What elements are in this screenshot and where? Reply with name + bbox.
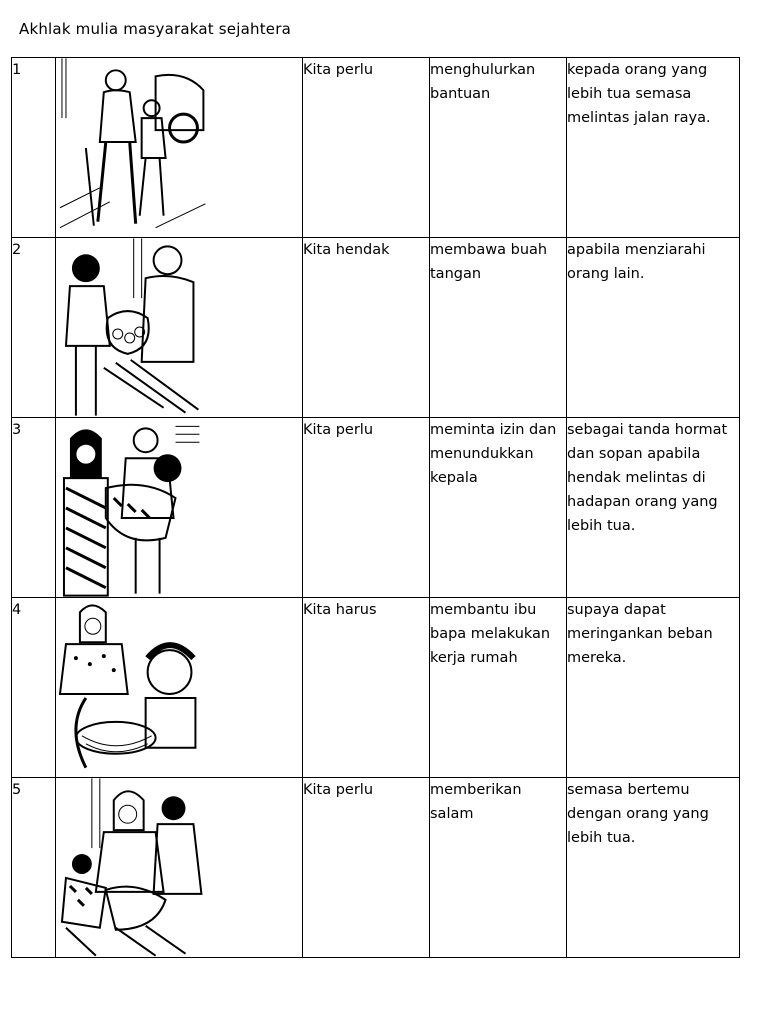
row-number: 1 bbox=[12, 58, 56, 238]
table-row bbox=[12, 598, 740, 778]
col-subject: Kita hendak bbox=[303, 238, 430, 418]
row-illustration bbox=[56, 58, 303, 238]
col-subject: Kita perlu bbox=[303, 778, 430, 958]
col-subject: Kita perlu bbox=[303, 418, 430, 598]
table-row bbox=[12, 58, 740, 238]
col-action: membawa buah tangan bbox=[430, 238, 567, 418]
illustration-fruit-gift-icon bbox=[56, 238, 302, 417]
row-number: 5 bbox=[12, 778, 56, 958]
row-illustration bbox=[56, 238, 303, 418]
col-context: supaya dapat meringankan beban mereka. bbox=[567, 598, 740, 778]
col-action: menghulurkan bantuan bbox=[430, 58, 567, 238]
table-row bbox=[12, 418, 740, 598]
row-number: 4 bbox=[12, 598, 56, 778]
table-row bbox=[12, 238, 740, 418]
illustration-salam-greeting-icon bbox=[56, 778, 302, 957]
col-subject: Kita harus bbox=[303, 598, 430, 778]
values-table bbox=[11, 57, 740, 958]
col-action: meminta izin dan menundukkan kepala bbox=[430, 418, 567, 598]
row-number: 3 bbox=[12, 418, 56, 598]
table-row bbox=[12, 778, 740, 958]
col-action: membantu ibu bapa melakukan kerja rumah bbox=[430, 598, 567, 778]
row-illustration bbox=[56, 778, 303, 958]
illustration-housework-icon bbox=[56, 598, 302, 777]
row-number: 2 bbox=[12, 238, 56, 418]
col-subject: Kita perlu bbox=[303, 58, 430, 238]
col-context: sebagai tanda hormat dan sopan apabila hendak melintas di hadapan orang yang lebih tua. bbox=[567, 418, 740, 598]
col-action: memberikan salam bbox=[430, 778, 567, 958]
page-title: Akhlak mulia masyarakat sejahtera bbox=[19, 20, 291, 38]
row-illustration bbox=[56, 418, 303, 598]
col-context: kepada orang yang lebih tua semasa melintas jalan raya. bbox=[567, 58, 740, 238]
row-illustration bbox=[56, 598, 303, 778]
col-context: apabila menziarahi orang lain. bbox=[567, 238, 740, 418]
col-context: semasa bertemu dengan orang yang lebih tua. bbox=[567, 778, 740, 958]
illustration-crossing-road-icon bbox=[56, 58, 302, 237]
illustration-bowing-child-icon bbox=[56, 418, 302, 597]
